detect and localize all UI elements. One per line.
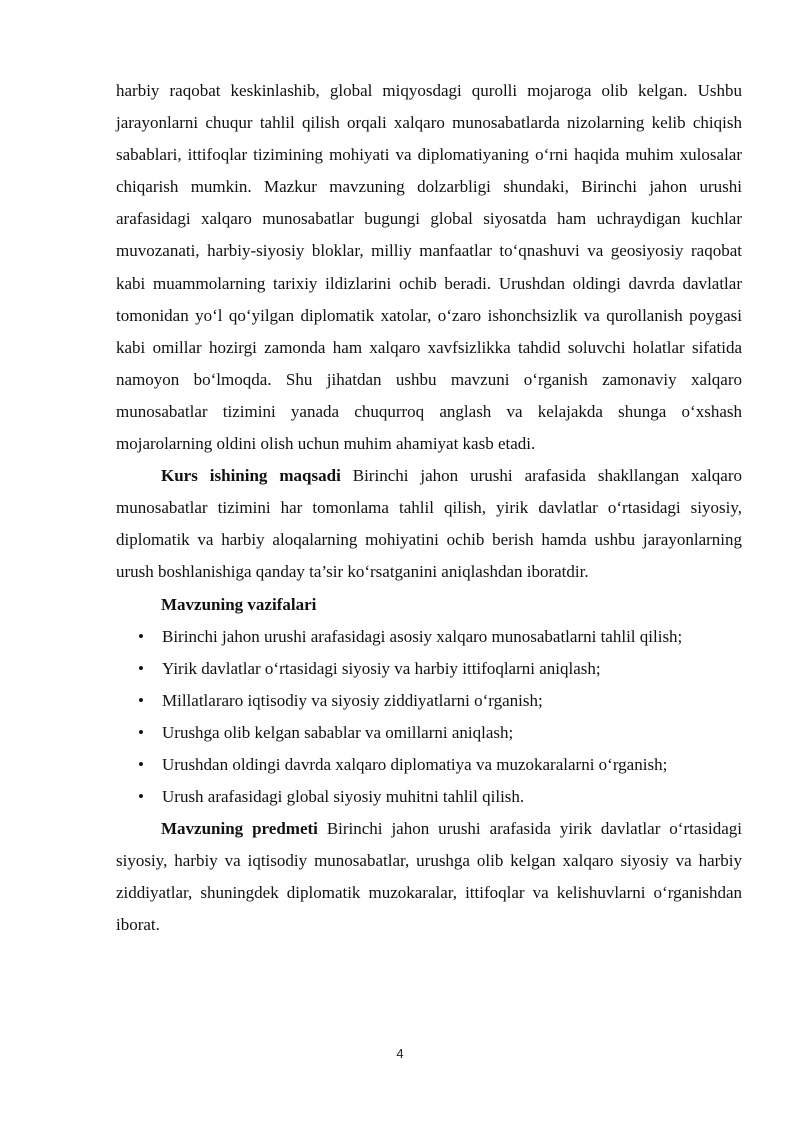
- subject-paragraph: [116, 813, 742, 941]
- tasks-heading: Mavzuning vazifalari: [161, 594, 317, 614]
- tasks-list: [116, 621, 742, 814]
- list-item-text: Urush arafasidagi global siyosiy muhitni tahlil qilish.: [162, 787, 525, 807]
- intro-paragraph: harbiy raqobat keskinlashib, global miqyosdagi qurolli mojaroga olib kelgan. Ushbu jarayonlarni chuqur tahlil qilish orqali xalqaro munosabatlarda nizolarning kelib chiqish sabablari, ittifoqlar tizimining mohiyati va diplomatiyaning o‘rni haqida muhim xulosalar chiqarish mumkin. Mazkur mavzuning dolzarbligi shundaki, Birinchi jahon urushi arafasidagi xalqaro munosabatlar bugungi global siyosatda ham uchraydigan kuchlar muvozanati, harbiy-siyosiy bloklar, milliy manfaatlar to‘qnashuvi va geosiyosiy raqobat kabi muammolarning tarixiy ildizlarini ochib beradi. Urushdan oldingi davrda davlatlar tomonidan yo‘l qo‘yilgan diplomatik xatolar, o‘zaro ishonchsizlik va qurollanish poygasi kabi omillar hozirgi zamonda ham xalqaro xavfsizlikka tahdid soluvchi holatlar sifatida namoyon bo‘lmoqda. Shu jihatdan ushbu mavzuni o‘rganish zamonaviy xalqaro munosabatlar tizimini yanada chuqurroq anglash va kelajakda shunga o‘xshash mojarolarning oldini olish uchun muhim ahamiyat kasb etadi.: [116, 81, 742, 454]
- purpose-label: Kurs ishining maqsadi: [161, 466, 341, 486]
- list-item: [116, 717, 742, 749]
- list-item-text: Yirik davlatlar o‘rtasidagi siyosiy va harbiy ittifoqlarni aniqlash;: [162, 658, 601, 678]
- list-item: [116, 653, 742, 685]
- bullet-icon: •: [138, 722, 144, 742]
- bullet-icon: •: [138, 690, 144, 710]
- page-content: [116, 75, 742, 942]
- page-number: 4: [396, 1046, 404, 1061]
- bullet-icon: •: [138, 754, 144, 774]
- bullet-icon: •: [138, 626, 144, 646]
- bullet-icon: •: [138, 787, 144, 807]
- list-item: [116, 781, 742, 813]
- list-item-text: Millatlararo iqtisodiy va siyosiy ziddiyatlarni o‘rganish;: [162, 690, 543, 710]
- list-item-text: Urushga olib kelgan sabablar va omillarni aniqlash;: [162, 722, 514, 742]
- purpose-paragraph: [116, 460, 742, 588]
- bullet-icon: •: [138, 658, 144, 678]
- list-item-text: Urushdan oldingi davrda xalqaro diplomatiya va muzokaralarni o‘rganish;: [162, 754, 668, 774]
- purpose-text: Birinchi jahon urushi arafasida shakllangan xalqaro munosabatlar tizimini har tomonlama tahlil qilish, yirik davlatlar o‘rtasidagi siyosiy, diplomatik va harbiy aloqalarning mohiyatini ochib berish hamda ushbu jarayonlarning urush boshlanishiga qanday ta’sir ko‘rsatganini aniqlashdan iboratdir.: [116, 466, 742, 582]
- list-item: [116, 749, 742, 781]
- list-item: [116, 685, 742, 717]
- subject-label: Mavzuning predmeti: [161, 819, 318, 839]
- list-item-text: Birinchi jahon urushi arafasidagi asosiy xalqaro munosabatlarni tahlil qilish;: [162, 626, 683, 646]
- subject-text: Birinchi jahon urushi arafasida yirik davlatlar o‘rtasidagi siyosiy, harbiy va iqtisodiy munosabatlar, urushga olib kelgan xalqaro siyosiy va harbiy ziddiyatlar, shuningdek diplomatik muzokaralar, ittifoqlar va kelishuvlarni o‘rganishdan iborat.: [116, 819, 742, 935]
- list-item: [116, 621, 742, 653]
